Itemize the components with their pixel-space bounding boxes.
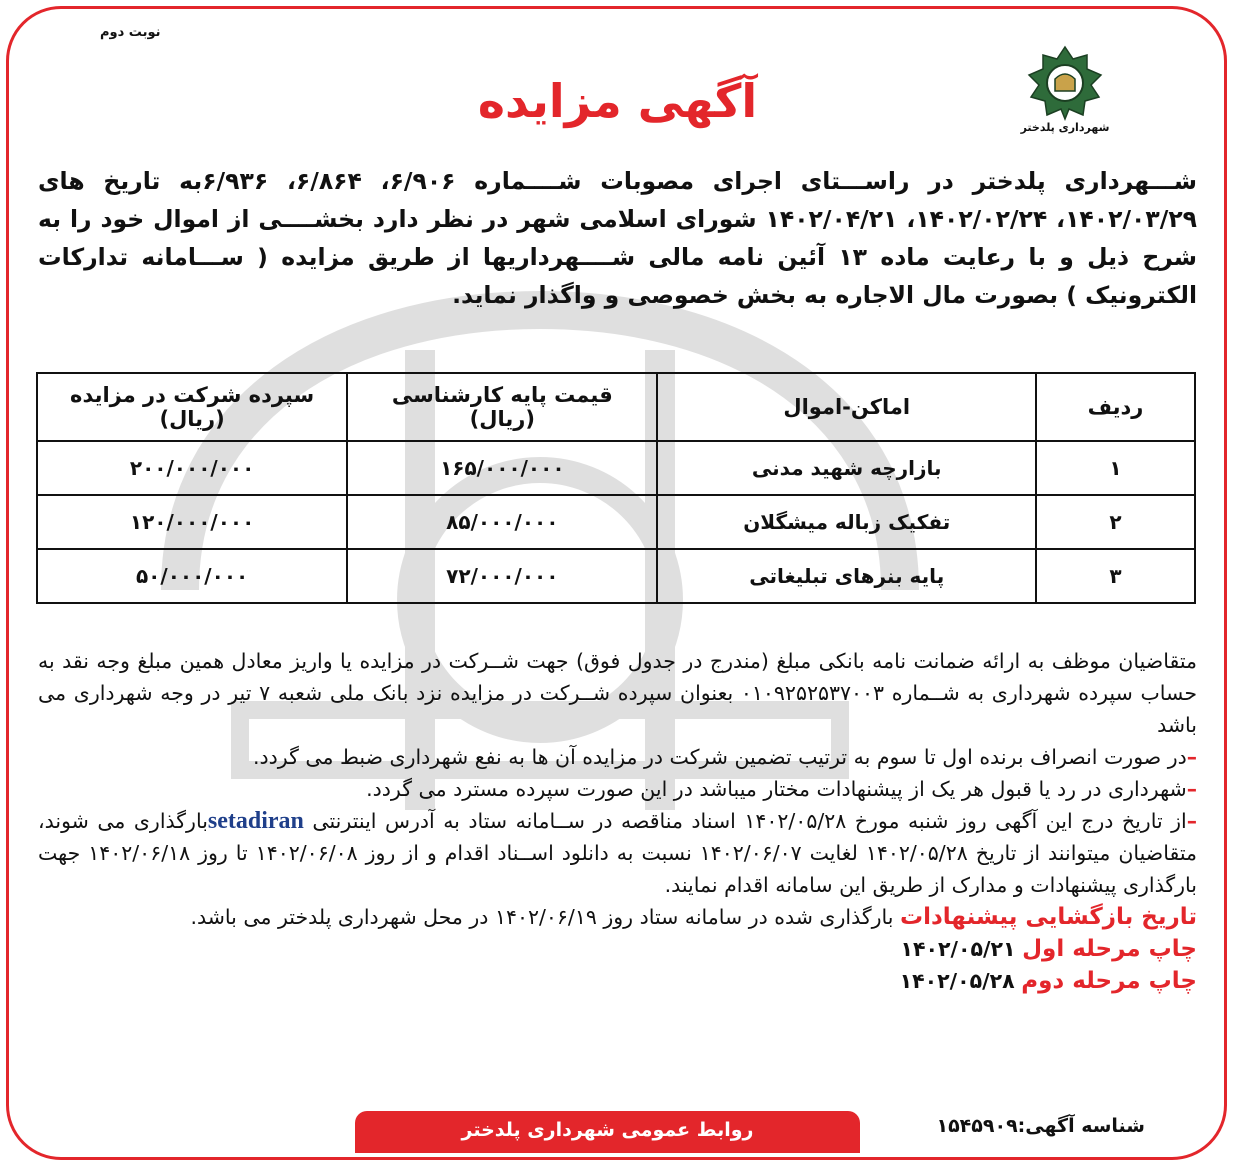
- table-row: [37, 495, 1195, 549]
- opening-date-line: [38, 901, 1197, 933]
- condition-text: شهرداری در رد یا قبول هر یک از پیشنهادات مختار میباشد در این صورت سپرده مسترد می گردد.: [366, 777, 1187, 801]
- print-first-line: [38, 933, 1197, 965]
- deposit: ۵۰/۰۰۰/۰۰۰: [37, 549, 347, 603]
- ad-id: شناسه آگهی:۱۵۴۵۹۰۹: [936, 1115, 1145, 1137]
- condition-item: –در صورت انصراف برنده اول تا سوم به ترتیب تضمین شرکت در مزایده آن ها به نفع شهرداری ضبط می گردد.: [253, 745, 1197, 769]
- print-second-line: [38, 965, 1197, 997]
- logo-caption: شهرداری پلدختر: [1020, 121, 1110, 134]
- page-title: آگهی مزایده: [477, 74, 758, 128]
- guarantee-paragraph: متقاضیان موظف به ارائه ضمانت نامه بانکی مبلغ (مندرج در جدول فوق) جهت شــرکت در مزایده یا واریز معادل همین مبلغ وجه نقد به حساب سپرده شهرداری به شــماره ۰۱۰۹۲۵۲۵۳۷۰۰۳ بعنوان سپرده شــرکت در مزایده نزد بانک ملی شعبه ۷ تیر در وجه شهرداری می باشد: [38, 649, 1197, 737]
- row-number: ۱: [1036, 441, 1195, 495]
- item-name: بازارچه شهید مدنی: [657, 441, 1036, 495]
- auction-items-table: [36, 372, 1196, 604]
- base-price: ۷۲/۰۰۰/۰۰۰: [347, 549, 657, 603]
- print1-date: ۱۴۰۲/۰۵/۲۱: [900, 937, 1016, 961]
- base-price: ۱۶۵/۰۰۰/۰۰۰: [347, 441, 657, 495]
- round-tag: نوبت دوم: [100, 25, 161, 40]
- opening-label: تاریخ بازگشایی پیشنهادات: [899, 904, 1197, 930]
- print1-label: چاپ مرحله اول: [1022, 936, 1197, 962]
- print2-label: چاپ مرحله دوم: [1021, 968, 1197, 994]
- footer-label: روابط عمومی شهرداری پلدختر: [461, 1119, 754, 1141]
- table-row: [37, 549, 1195, 603]
- print2-date: ۱۴۰۲/۰۵/۲۸: [899, 969, 1015, 993]
- header-row-number: ردیف: [1036, 373, 1195, 441]
- row-number: ۳: [1036, 549, 1195, 603]
- deposit: ۱۲۰/۰۰۰/۰۰۰: [37, 495, 347, 549]
- condition-text: بارگذاری می شوند، متقاضیان میتوانند از تاریخ ۱۴۰۲/۰۵/۲۸ لغایت ۱۴۰۲/۰۶/۰۷ نسبت به دانلود اســناد اقدام و از روز ۱۴۰۲/۰۶/۰۸ تا روز ۱۴۰۲/۰۶/۱۸ جهت بارگذاری پیشنهادات و مدارک از طریق این سامانه اقدام نمایند.: [38, 809, 1197, 897]
- header-base-price: قیمت پایه کارشناسی (ریال): [347, 373, 657, 441]
- setadiran-link[interactable]: setadiran: [207, 808, 304, 834]
- table-row: [37, 441, 1195, 495]
- item-name: تفکیک زباله میشگلان: [657, 495, 1036, 549]
- row-number: ۲: [1036, 495, 1195, 549]
- header-deposit: سپرده شرکت در مزایده (ریال): [37, 373, 347, 441]
- condition-text: از تاریخ درج این آگهی روز شنبه مورخ ۱۴۰۲/۰۵/۲۸ اسناد مناقصه در ســامانه ستاد به آدرس اینترنتی: [312, 809, 1187, 833]
- conditions-text: [38, 645, 1197, 997]
- base-price: ۸۵/۰۰۰/۰۰۰: [347, 495, 657, 549]
- condition-item: –شهرداری در رد یا قبول هر یک از پیشنهادات مختار میباشد در این صورت سپرده مسترد می گردد.: [366, 777, 1197, 801]
- condition-text: در صورت انصراف برنده اول تا سوم به ترتیب تضمین شرکت در مزایده آن ها به نفع شهرداری ضبط می گردد.: [253, 745, 1187, 769]
- intro-paragraph: شـــهرداری پلدختر در راســـتای اجرای مصوبات شــــماره ۶/۹۰۶، ۶/۸۶۴، ۶/۹۳۶به تاریخ های ۱۴۰۲/۰۳/۲۹، ۱۴۰۲/۰۲/۲۴، ۱۴۰۲/۰۴/۲۱ شورای اسلامی شهر در نظر دارد بخشــــی از اموال خود را به شرح ذیل و با رعایت ماده ۱۳ آئین نامه مالی شــــهرداریها از طریق مزایده ( ســـامانه تدارکات الکترونیک ) بصورت مال الاجاره به بخش خصوصی و واگذار نماید.: [38, 167, 1198, 309]
- opening-text: بارگذاری شده در سامانه ستاد روز ۱۴۰۲/۰۶/۱۹ در محل شهرداری پلدختر می باشد.: [190, 905, 894, 929]
- condition-item: –از تاریخ درج این آگهی روز شنبه مورخ ۱۴۰۲/۰۵/۲۸ اسناد مناقصه در ســامانه ستاد به آدرس اینترنتی setadiranبارگذاری می شوند، متقاضیان میتوانند از تاریخ ۱۴۰۲/۰۵/۲۸ لغایت ۱۴۰۲/۰۶/۰۷ نسبت به دانلود اســناد اقدام و از روز ۱۴۰۲/۰۶/۰۸ تا روز ۱۴۰۲/۰۶/۱۸ جهت بارگذاری پیشنهادات و مدارک از طریق این سامانه اقدام نمایند.: [38, 808, 1197, 897]
- header-item: اماکن-اموال: [657, 373, 1036, 441]
- deposit: ۲۰۰/۰۰۰/۰۰۰: [37, 441, 347, 495]
- footer-bar: [355, 1111, 860, 1153]
- table-header-row: [37, 373, 1195, 441]
- item-name: پایه بنرهای تبلیغاتی: [657, 549, 1036, 603]
